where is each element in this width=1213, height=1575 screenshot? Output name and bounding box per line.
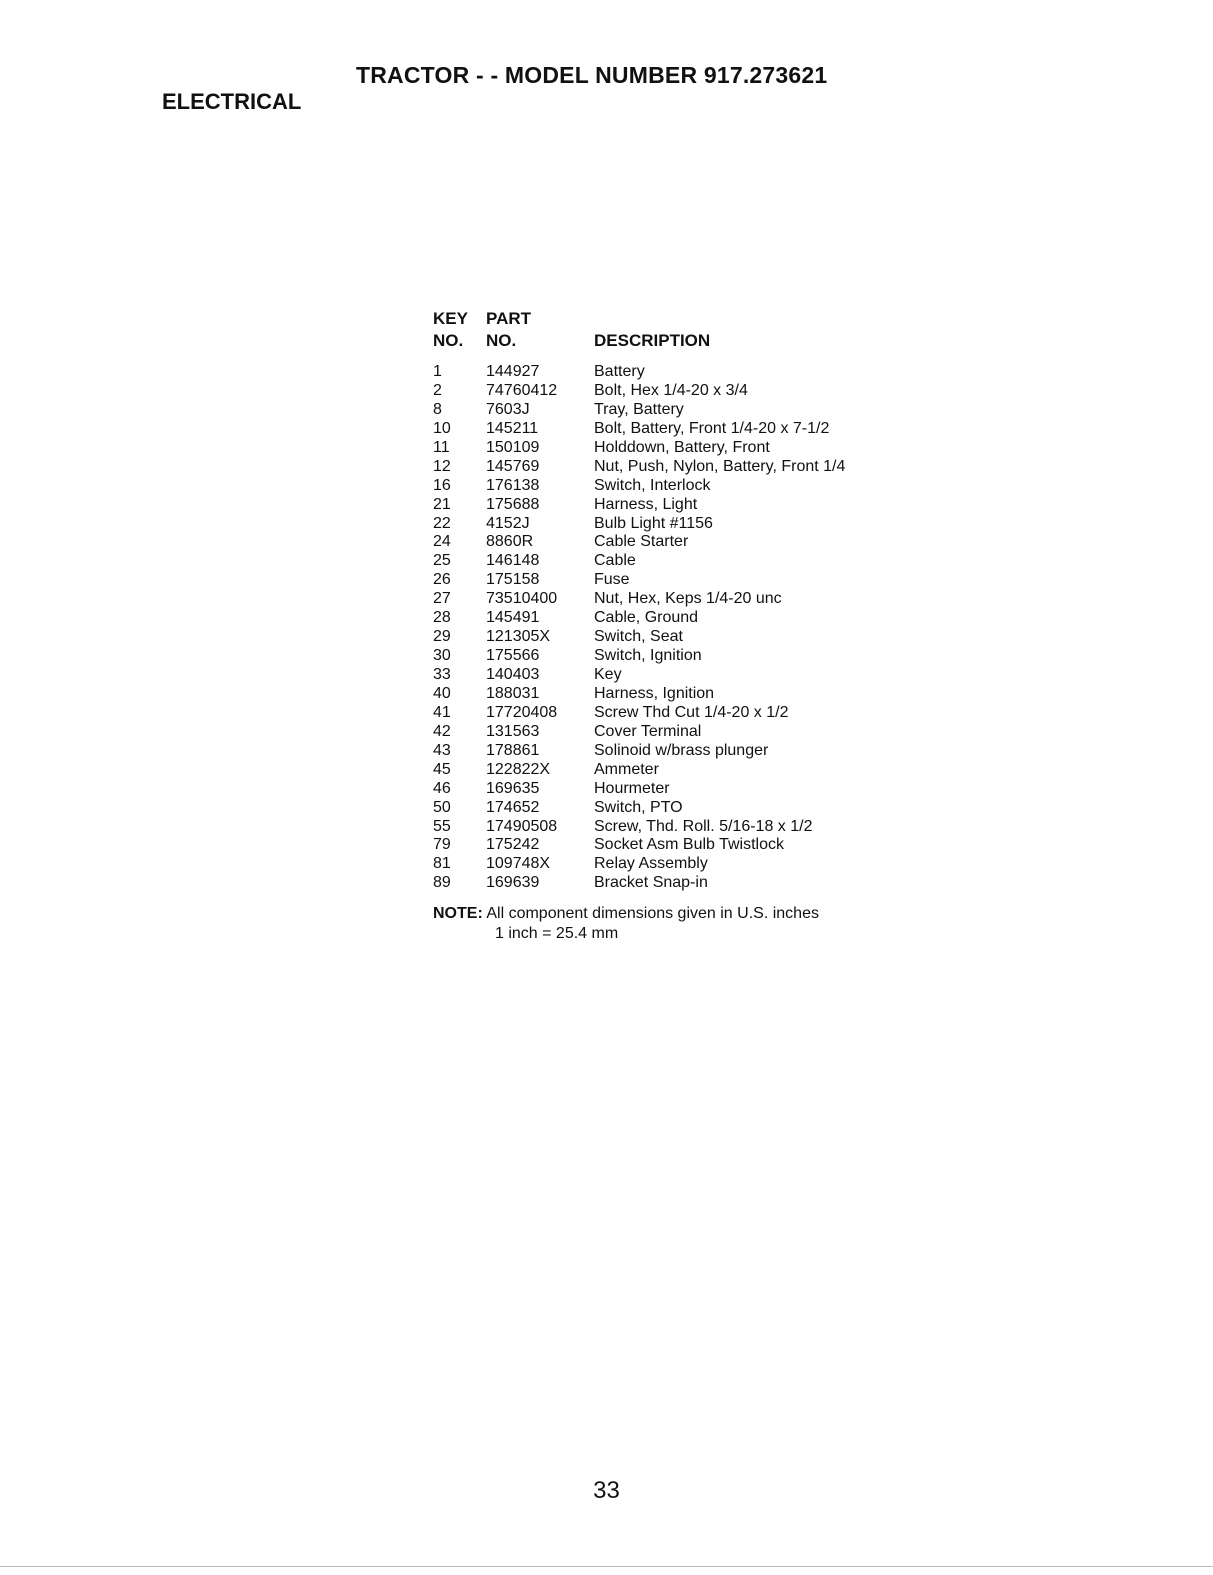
description-cell: Fuse: [594, 571, 630, 589]
table-row: [433, 723, 913, 742]
table-row: [433, 666, 913, 685]
key-no-cell: 45: [433, 760, 451, 778]
description-cell: Bolt, Hex 1/4-20 x 3/4: [594, 381, 748, 399]
description-cell: Nut, Hex, Keps 1/4-20 unc: [594, 590, 782, 608]
table-row: [433, 704, 913, 723]
key-no-cell: 11: [433, 438, 450, 456]
description-cell: Cable, Ground: [594, 609, 699, 627]
table-row: [433, 363, 913, 382]
table-row: [433, 799, 913, 818]
description-cell: Bolt, Battery, Front 1/4-20 x 7-1/2: [594, 419, 830, 437]
key-no-cell: 12: [433, 457, 451, 475]
key-no-cell: 2: [433, 381, 442, 399]
key-no-cell: 22: [433, 514, 451, 532]
part-no-cell: 188031: [486, 684, 540, 702]
bottom-rule: [0, 1566, 1213, 1567]
table-row: [433, 685, 913, 704]
header-description: DESCRIPTION: [594, 331, 711, 350]
key-no-cell: 41: [433, 703, 451, 721]
description-cell: Harness, Ignition: [594, 684, 715, 702]
key-no-cell: 21: [433, 495, 451, 513]
description-cell: Ammeter: [594, 760, 659, 778]
part-no-cell: 175688: [486, 495, 540, 513]
part-no-cell: 17490508: [486, 817, 558, 835]
description-cell: Screw Thd Cut 1/4-20 x 1/2: [594, 703, 789, 721]
note-line2: 1 inch = 25.4 mm: [495, 925, 619, 943]
header-part-line2: NO.: [486, 331, 517, 350]
table-row: [433, 818, 913, 837]
key-no-cell: 1: [433, 363, 442, 380]
description-cell: Nut, Push, Nylon, Battery, Front 1/4: [594, 457, 846, 475]
key-no-cell: 26: [433, 571, 451, 589]
table-row: [433, 401, 913, 420]
description-cell: Switch, PTO: [594, 798, 683, 816]
table-row: [433, 458, 913, 477]
description-cell: Screw, Thd. Roll. 5/16-18 x 1/2: [594, 817, 813, 835]
description-cell: Cable Starter: [594, 533, 689, 551]
note: [433, 904, 913, 944]
key-no-cell: 29: [433, 628, 451, 646]
key-no-cell: 43: [433, 741, 451, 759]
part-no-cell: 122822X: [486, 760, 551, 778]
page-title: TRACTOR - - MODEL NUMBER 917.273621: [356, 62, 828, 88]
part-no-cell: 73510400: [486, 590, 558, 608]
part-no-cell: 175242: [486, 836, 540, 854]
table-row: [433, 761, 913, 780]
section-title: ELECTRICAL: [162, 89, 302, 114]
part-no-cell: 169635: [486, 779, 540, 797]
key-no-cell: 46: [433, 779, 451, 797]
note-text-1: All component dimensions given in U.S. inches: [486, 905, 819, 923]
key-no-cell: 55: [433, 817, 451, 835]
table-row: [433, 874, 913, 893]
key-no-cell: 24: [433, 533, 451, 551]
key-no-cell: 50: [433, 798, 451, 816]
description-cell: Cable: [594, 552, 636, 570]
part-no-cell: 150109: [486, 438, 540, 456]
table-row: [433, 533, 913, 552]
description-cell: Holddown, Battery, Front: [594, 438, 770, 456]
key-no-cell: 25: [433, 552, 451, 570]
key-no-cell: 27: [433, 590, 451, 608]
part-no-cell: 176138: [486, 476, 540, 494]
key-no-cell: 8: [433, 400, 442, 418]
part-no-cell: 175158: [486, 571, 540, 589]
key-no-cell: 10: [433, 419, 451, 437]
part-no-cell: 146148: [486, 552, 540, 570]
header-key-line2: NO.: [433, 331, 464, 350]
description-cell: Tray, Battery: [594, 400, 684, 418]
key-no-cell: 30: [433, 647, 451, 665]
key-no-cell: 33: [433, 666, 451, 683]
description-cell: Solinoid w/brass plunger: [594, 741, 769, 759]
description-cell: Bracket Snap-in: [594, 874, 708, 892]
parts-list: [433, 307, 913, 944]
key-no-cell: 42: [433, 722, 451, 740]
parts-table-rows: [433, 363, 913, 893]
key-no-cell: 16: [433, 476, 451, 494]
description-cell: Key: [594, 666, 622, 683]
description-cell: Cover Terminal: [594, 722, 702, 740]
table-row: [433, 742, 913, 761]
key-no-cell: 28: [433, 609, 451, 627]
table-row: [433, 780, 913, 799]
part-no-cell: 4152J: [486, 514, 530, 532]
table-row: [433, 647, 913, 666]
part-no-cell: 145211: [486, 419, 539, 437]
note-label: NOTE:: [433, 905, 483, 923]
table-row: [433, 609, 913, 628]
table-row: [433, 515, 913, 534]
part-no-cell: 7603J: [486, 400, 530, 418]
table-row: [433, 420, 913, 439]
key-no-cell: 89: [433, 874, 451, 892]
part-no-cell: 140403: [486, 666, 540, 683]
part-no-cell: 74760412: [486, 381, 558, 399]
parts-table-header: [433, 307, 913, 357]
part-no-cell: 109748X: [486, 855, 551, 873]
description-cell: Battery: [594, 363, 645, 380]
part-no-cell: 8860R: [486, 533, 534, 551]
part-no-cell: 121305X: [486, 628, 551, 646]
part-no-cell: 178861: [486, 741, 540, 759]
description-cell: Switch, Seat: [594, 628, 683, 646]
table-row: [433, 552, 913, 571]
table-row: [433, 628, 913, 647]
key-no-cell: 79: [433, 836, 451, 854]
description-cell: Switch, Interlock: [594, 476, 711, 494]
note-line1: [433, 904, 913, 924]
description-cell: Relay Assembly: [594, 855, 708, 873]
table-row: [433, 571, 913, 590]
table-row: [433, 590, 913, 609]
part-no-cell: 131563: [486, 722, 540, 740]
table-row: [433, 439, 913, 458]
part-no-cell: 17720408: [486, 703, 558, 721]
table-row: [433, 477, 913, 496]
header-part-line1: PART: [486, 309, 532, 328]
table-row: [433, 836, 913, 855]
table-row: [433, 382, 913, 401]
table-row: [433, 496, 913, 515]
part-no-cell: 145769: [486, 457, 540, 475]
table-row: [433, 855, 913, 874]
description-cell: Socket Asm Bulb Twistlock: [594, 836, 784, 854]
part-no-cell: 175566: [486, 647, 540, 665]
part-no-cell: 144927: [486, 363, 540, 380]
description-cell: Switch, Ignition: [594, 647, 702, 665]
description-cell: Hourmeter: [594, 779, 670, 797]
header-key-line1: KEY: [433, 309, 468, 328]
description-cell: Bulb Light #1156: [594, 514, 713, 532]
part-no-cell: 169639: [486, 874, 540, 892]
part-no-cell: 145491: [486, 609, 540, 627]
description-cell: Harness, Light: [594, 495, 698, 513]
key-no-cell: 81: [433, 855, 451, 873]
key-no-cell: 40: [433, 684, 451, 702]
part-no-cell: 174652: [486, 798, 540, 816]
page-number: 33: [593, 1477, 620, 1504]
